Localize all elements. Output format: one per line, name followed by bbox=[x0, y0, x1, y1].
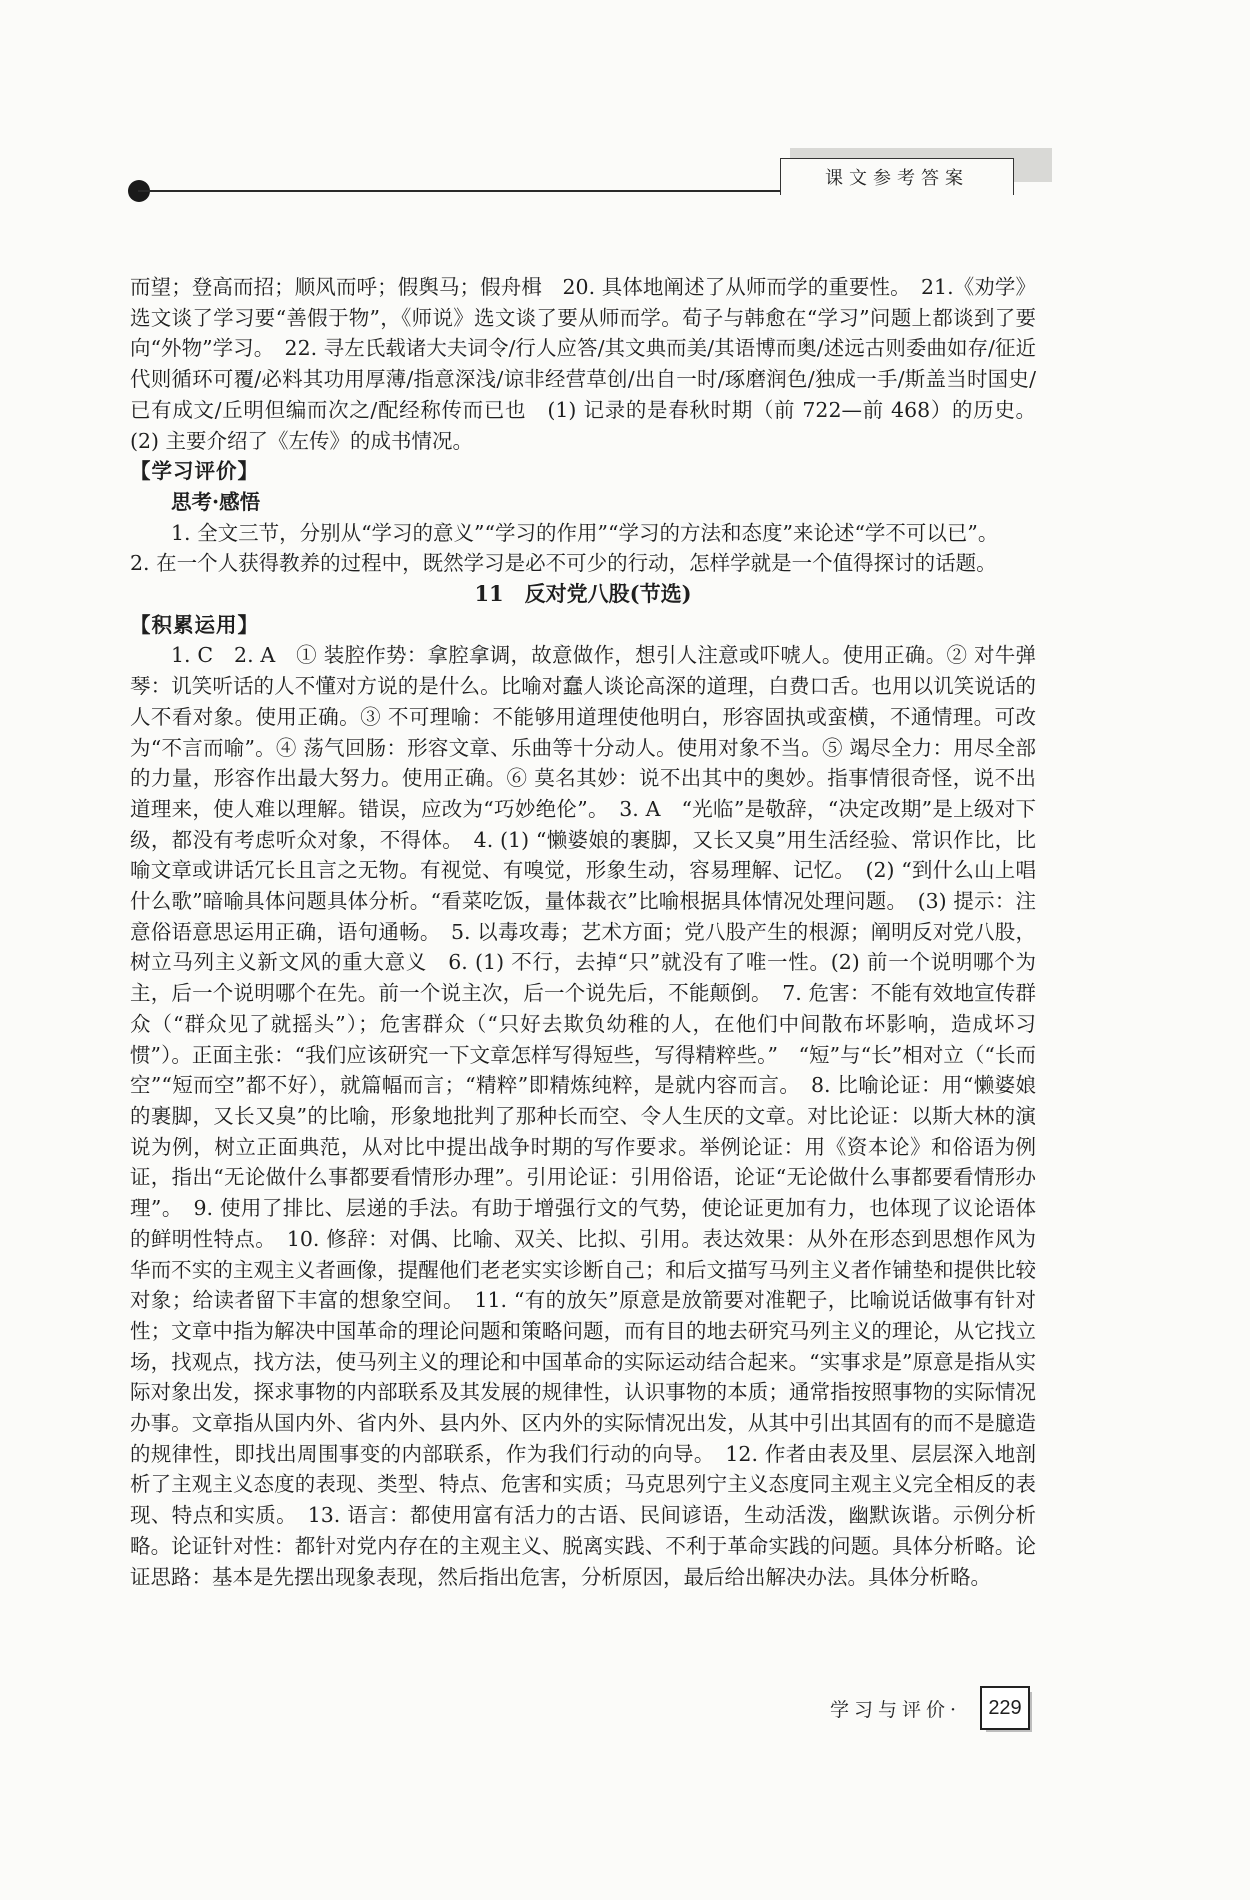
sub-label-thinking: 思考·感悟 bbox=[171, 489, 261, 514]
review-item-2: 2. 在一个人获得教养的过程中，既然学习是必不可少的行动，怎样学就是一个值得探讨的话题。 bbox=[130, 551, 997, 576]
page-content bbox=[130, 272, 1036, 1592]
section-label-review: 【学习评价】 bbox=[130, 459, 259, 484]
footer-text: 学习与评价· bbox=[830, 1699, 962, 1721]
review-item-1: 1. 全文三节，分别从“学习的意义”“学习的作用”“学习的方法和态度”来论述“学不可以已”。 bbox=[171, 520, 999, 545]
intro-paragraph: 而望；登高而招；顺风而呼；假舆马；假舟楫 20. 具体地阐述了从师而学的重要性。 21.《劝学》选文谈了学习要“善假于物”，《师说》选文谈了要从师而学。荀子与韩愈在“学习”问题上都谈到了要向“外物”学习。 22. 寻左氏载诸大夫词令/行人应答/其文典而美/其语博而奥/述远古则委曲如存/征近代则循环可覆/必料其功用厚薄/指意深浅/谅非经营草创/出自一时/琢磨润色/独成一手/斯盖当时国史/已有成文/丘明但编而次之/配经称传而已也 (1) 记录的是春秋时期（前 722—前 468）的历史。(2) 主要介绍了《左传》的成书情况。 bbox=[130, 275, 1036, 453]
lesson-title: 11 反对党八股(节选) bbox=[474, 581, 692, 607]
practice-answers: 1. C 2. A ① 装腔作势：拿腔拿调，故意做作，想引人注意或吓唬人。使用正确。② 对牛弹琴：讥笑听话的人不懂对方说的是什么。比喻对蠢人谈论高深的道理，白费口舌。也用以讥笑说话的人不看对象。使用正确。③ 不可理喻：不能够用道理使他明白，形容固执或蛮横，不通情理。可改为“不言而喻”。④ 荡气回肠：形容文章、乐曲等十分动人。使用对象不当。⑤ 竭尽全力：用尽全部的力量，形容作出最大努力。使用正确。⑥ 莫名其妙：说不出其中的奥妙。指事情很奇怪，说不出道理来，使人难以理解。错误，应改为“巧妙绝伦”。 3. A “光临”是敬辞，“决定改期”是上级对下级，都没有考虑听众对象，不得体。 4. (1) “懒婆娘的裹脚，又长又臭”用生活经验、常识作比，比喻文章或讲话冗长且言之无物。有视觉、有嗅觉，形象生动，容易理解、记忆。 (2) “到什么山上唱什么歌”暗喻具体问题具体分析。“看菜吃饭，量体裁衣”比喻根据具体情况处理问题。 (3) 提示：注意俗语意思运用正确，语句通畅。 5. 以毒攻毒；艺术方面；党八股产生的根源；阐明反对党八股，树立马列主义新文风的重大意义 6. (1) 不行，去掉“只”就没有了唯一性。(2) 前一个说明哪个为主，后一个说明哪个在先。前一个说主次，后一个说先后，不能颠倒。 7. 危害：不能有效地宣传群众（“群众见了就摇头”）；危害群众（“只好去欺负幼稚的人，在他们中间散布坏影响，造成坏习惯”）。正面主张：“我们应该研究一下文章怎样写得短些，写得精粹些。” “短”与“长”相对立（“长而空”“短而空”都不好），就篇幅而言；“精粹”即精炼纯粹，是就内容而言。 8. 比喻论证：用“懒婆娘的裹脚，又长又臭”的比喻，形象地批判了那种长而空、令人生厌的文章。对比论证：以斯大林的演说为例，树立正面典范，从对比中提出战争时期的写作要求。举例论证：用《资本论》和俗语为例证，指出“无论做什么事都要看情形办理”。引用论证：引用俗语，论证“无论做什么事都要看情形办理”。 9. 使用了排比、层递的手法。有助于增强行文的气势，使论证更加有力，也体现了议论语体的鲜明性特点。 10. 修辞：对偶、比喻、双关、比拟、引用。表达效果：从外在形态到思想作风为华而不实的主观主义者画像，提醒他们老老实实诊断自己；和后文描写马列主义者作铺垫和提供比较对象；给读者留下丰富的想象空间。 11. “有的放矢”原意是放箭要对准靶子，比喻说话做事有针对性；文章中指为解决中国革命的理论问题和策略问题，而有目的地去研究马列主义的理论，从它找立场，找观点，找方法，使马列主义的理论和中国革命的实际运动结合起来。“实事求是”原意是指从实际对象出发，探求事物的内部联系及其发展的规律性，认识事物的本质；通常指按照事物的实际情况办事。文章指从国内外、省内外、县内外、区内外的实际情况出发，从其中引出其固有的而不是臆造的规律性，即找出周围事变的内部联系，作为我们行动的向导。 12. 作者由表及里、层层深入地剖析了主观主义态度的表现、类型、特点、危害和实质；马克思列宁主义态度同主观主义完全相反的表现、特点和实质。 13. 语言：都使用富有活力的古语、民间谚语，生动活泼，幽默诙谐。示例分析略。论证针对性：都针对党内存在的主观主义、脱离实践、不利于革命实践的问题。具体分析略。论证思路：基本是先摆出现象表现，然后指出危害，分析原因，最后给出解决办法。具体分析略。 bbox=[130, 643, 1036, 1589]
section-label-practice: 【积累运用】 bbox=[130, 612, 259, 637]
header-tab: 课文参考答案 bbox=[780, 158, 1014, 195]
page-number: 229 bbox=[980, 1686, 1030, 1730]
